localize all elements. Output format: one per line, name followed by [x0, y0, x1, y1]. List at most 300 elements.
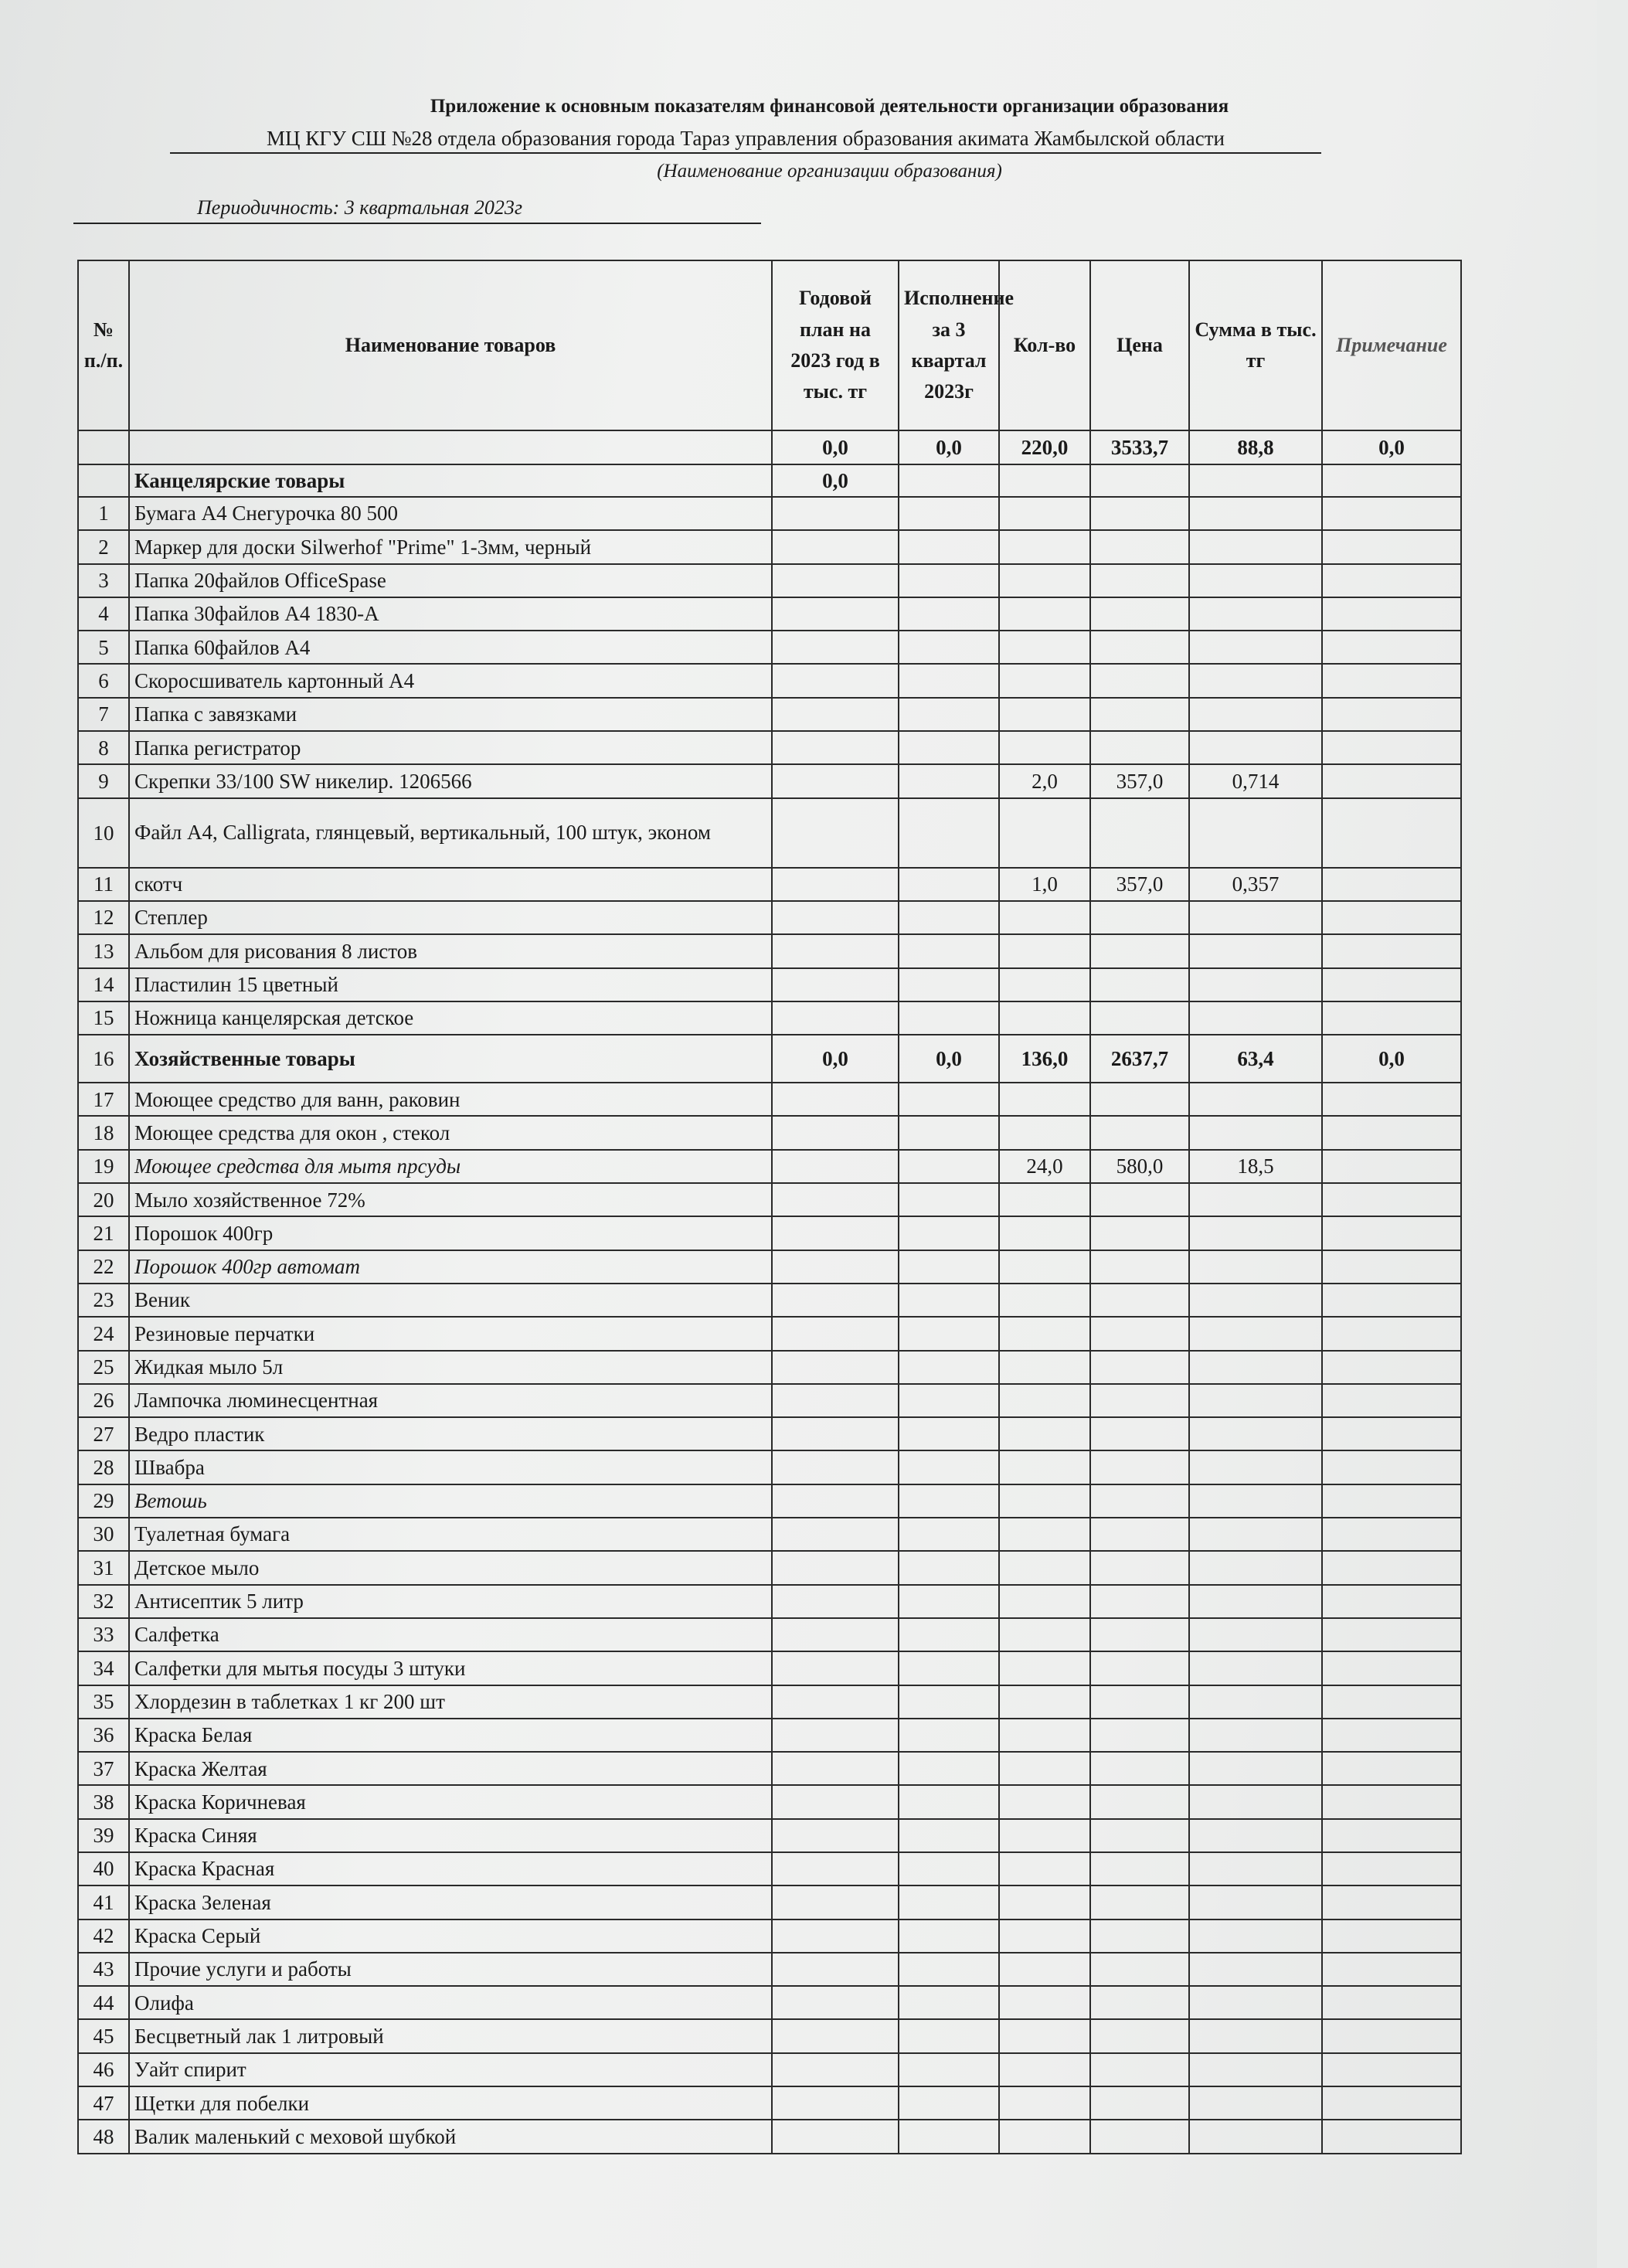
cell-exec — [899, 1484, 999, 1518]
cell-exec — [899, 1986, 999, 2019]
cell-num: 10 — [78, 798, 129, 868]
cell-price — [1090, 1116, 1189, 1149]
cell-note — [1322, 1618, 1461, 1651]
cell-num: 28 — [78, 1450, 129, 1484]
cell-plan — [772, 1719, 899, 1752]
cell-name: Щетки для побелки — [129, 2086, 772, 2120]
total-qty: 220,0 — [999, 430, 1090, 464]
col-header-name: Наименование товаров — [129, 260, 772, 430]
cell-note — [1322, 2053, 1461, 2086]
cell-name: Веник — [129, 1284, 772, 1317]
cell-num: 11 — [78, 868, 129, 901]
cell-price — [1090, 968, 1189, 1001]
cell-num: 30 — [78, 1518, 129, 1551]
cell-qty — [999, 1852, 1090, 1885]
cell-plan — [772, 1585, 899, 1618]
cell-sum — [1189, 1484, 1322, 1518]
cell-name: Краска Синяя — [129, 1819, 772, 1852]
cell-sum — [1189, 1585, 1322, 1618]
cell-sum — [1189, 1351, 1322, 1384]
cell-name: Олифа — [129, 1986, 772, 2019]
cell-sum — [1189, 2120, 1322, 2153]
cell-qty — [999, 731, 1090, 764]
cell-note — [1322, 1752, 1461, 1785]
cell-price — [1090, 1384, 1189, 1417]
cell-exec — [899, 698, 999, 731]
cell-exec — [899, 1116, 999, 1149]
cell-price — [1090, 2086, 1189, 2120]
cell-sum — [1189, 1986, 1322, 2019]
total-name — [129, 430, 772, 464]
cell-sum — [1189, 1317, 1322, 1350]
cell-plan — [772, 2086, 899, 2120]
cell-note — [1322, 564, 1461, 597]
table-row — [78, 1216, 1461, 1250]
cell-qty — [999, 664, 1090, 697]
cell-num: 17 — [78, 1083, 129, 1116]
table-row — [78, 530, 1461, 563]
cell-qty — [999, 2120, 1090, 2153]
table-row — [78, 1551, 1461, 1584]
cell-plan — [772, 1116, 899, 1149]
cell-plan — [772, 1150, 899, 1183]
cell-sum — [1189, 1618, 1322, 1651]
cell-price — [1090, 1919, 1189, 1953]
cell-qty — [999, 1651, 1090, 1685]
table-row — [78, 1585, 1461, 1618]
cell-exec — [899, 798, 999, 868]
cell-plan — [772, 1450, 899, 1484]
table-row — [78, 1250, 1461, 1284]
cell-exec — [899, 1183, 999, 1216]
col-header-exec: Исполнение за 3 квартал 2023г — [899, 260, 999, 430]
cell-name: Моющее средства для окон , стекол — [129, 1116, 772, 1149]
table-row — [78, 1752, 1461, 1785]
cell-qty — [999, 631, 1090, 664]
cell-price — [1090, 1651, 1189, 1685]
cell-name: Ведро пластик — [129, 1417, 772, 1450]
cell-note — [1322, 901, 1461, 934]
cell-exec — [899, 901, 999, 934]
cell-name: Скоросшиватель картонный А4 — [129, 664, 772, 697]
cell-exec — [899, 1585, 999, 1618]
cell-note — [1322, 1183, 1461, 1216]
cell-note — [1322, 1001, 1461, 1035]
table-row — [78, 934, 1461, 967]
cell-plan — [772, 1384, 899, 1417]
cell-qty — [999, 1083, 1090, 1116]
cell-plan — [772, 1885, 899, 1919]
cell-price — [1090, 1819, 1189, 1852]
cell-exec — [899, 2053, 999, 2086]
document-title: Приложение к основным показателям финансовой деятельности организации образования — [430, 96, 1229, 117]
table-row — [78, 1518, 1461, 1551]
table-row — [78, 1953, 1461, 1986]
col-header-sum: Сумма в тыс. тг — [1189, 260, 1322, 430]
cell-exec — [899, 1819, 999, 1852]
cell-num: 23 — [78, 1284, 129, 1317]
cell-sum — [1189, 1518, 1322, 1551]
cell-price — [1090, 497, 1189, 530]
cell-sum — [1189, 1216, 1322, 1250]
cell-exec — [899, 731, 999, 764]
cell-num: 43 — [78, 1953, 129, 1986]
cell-name: Уайт спирит — [129, 2053, 772, 2086]
cell-name: Антисептик 5 литр — [129, 1585, 772, 1618]
cell-num: 14 — [78, 968, 129, 1001]
cell-qty — [999, 1785, 1090, 1818]
cell-qty — [999, 1618, 1090, 1651]
cell-price — [1090, 1351, 1189, 1384]
cell-price — [1090, 1216, 1189, 1250]
cell-name: Краска Красная — [129, 1852, 772, 1885]
table-row — [78, 497, 1461, 530]
cell-qty — [999, 1216, 1090, 1250]
cell-note — [1322, 1083, 1461, 1116]
cell-price — [1090, 1852, 1189, 1885]
cell-name: Папка регистратор — [129, 731, 772, 764]
cell-num: 46 — [78, 2053, 129, 2086]
cell-name: Порошок 400гр — [129, 1216, 772, 1250]
cell-qty — [999, 464, 1090, 497]
cell-qty — [999, 1885, 1090, 1919]
cell-sum — [1189, 1250, 1322, 1284]
total-exec: 0,0 — [899, 430, 999, 464]
cell-qty — [999, 1484, 1090, 1518]
cell-name: Краска Серый — [129, 1919, 772, 1953]
cell-note — [1322, 2019, 1461, 2052]
cell-sum — [1189, 1919, 1322, 1953]
cell-note — [1322, 1450, 1461, 1484]
cell-note — [1322, 731, 1461, 764]
cell-qty — [999, 2086, 1090, 2120]
cell-note: 0,0 — [1322, 1035, 1461, 1083]
table-row — [78, 1651, 1461, 1685]
table-row — [78, 1083, 1461, 1116]
cell-note — [1322, 764, 1461, 797]
goods-table — [77, 260, 1462, 2154]
cell-num: 12 — [78, 901, 129, 934]
table-row — [78, 868, 1461, 901]
cell-exec — [899, 1719, 999, 1752]
cell-sum — [1189, 1417, 1322, 1450]
cell-exec — [899, 664, 999, 697]
cell-sum: 63,4 — [1189, 1035, 1322, 1083]
cell-num: 7 — [78, 698, 129, 731]
table-row — [78, 664, 1461, 697]
cell-qty — [999, 798, 1090, 868]
cell-plan — [772, 1953, 899, 1986]
cell-exec — [899, 1317, 999, 1350]
cell-price — [1090, 1752, 1189, 1785]
cell-plan — [772, 2120, 899, 2153]
cell-num: 1 — [78, 497, 129, 530]
cell-name: Мыло хозяйственное 72% — [129, 1183, 772, 1216]
cell-price — [1090, 1986, 1189, 2019]
cell-qty — [999, 2053, 1090, 2086]
cell-price — [1090, 1685, 1189, 1719]
cell-qty — [999, 1250, 1090, 1284]
cell-sum — [1189, 1183, 1322, 1216]
cell-qty — [999, 1986, 1090, 2019]
cell-sum — [1189, 1685, 1322, 1719]
cell-qty — [999, 1719, 1090, 1752]
cell-name: Канцелярские товары — [129, 464, 772, 497]
cell-plan — [772, 1651, 899, 1685]
cell-plan — [772, 764, 899, 797]
col-header-note: Примечание — [1322, 260, 1461, 430]
cell-num: 37 — [78, 1752, 129, 1785]
cell-plan — [772, 968, 899, 1001]
cell-note — [1322, 1819, 1461, 1852]
cell-name: Папка 30файлов А4 1830-А — [129, 597, 772, 631]
cell-note — [1322, 1417, 1461, 1450]
cell-sum — [1189, 1384, 1322, 1417]
cell-exec — [899, 631, 999, 664]
table-row — [78, 1384, 1461, 1417]
cell-num: 44 — [78, 1986, 129, 2019]
cell-price — [1090, 731, 1189, 764]
cell-sum: 18,5 — [1189, 1150, 1322, 1183]
cell-qty — [999, 1752, 1090, 1785]
cell-plan — [772, 1250, 899, 1284]
cell-num: 40 — [78, 1852, 129, 1885]
cell-note — [1322, 1953, 1461, 1986]
cell-exec: 0,0 — [899, 1035, 999, 1083]
cell-qty — [999, 2019, 1090, 2052]
col-header-qty: Кол-во — [999, 260, 1090, 430]
cell-price: 357,0 — [1090, 764, 1189, 797]
cell-price — [1090, 2120, 1189, 2153]
cell-qty — [999, 968, 1090, 1001]
cell-num: 33 — [78, 1618, 129, 1651]
cell-plan — [772, 1083, 899, 1116]
col-header-num: № п./п. — [78, 260, 129, 430]
cell-exec — [899, 968, 999, 1001]
cell-note — [1322, 2120, 1461, 2153]
cell-exec — [899, 1885, 999, 1919]
cell-qty — [999, 1685, 1090, 1719]
cell-plan — [772, 597, 899, 631]
cell-name: Папка 60файлов А4 — [129, 631, 772, 664]
cell-qty — [999, 1284, 1090, 1317]
col-header-price: Цена — [1090, 260, 1189, 430]
cell-plan: 0,0 — [772, 1035, 899, 1083]
cell-exec — [899, 564, 999, 597]
cell-sum — [1189, 1819, 1322, 1852]
cell-exec — [899, 1852, 999, 1885]
cell-name: Бесцветный лак 1 литровый — [129, 2019, 772, 2052]
cell-name: Резиновые перчатки — [129, 1317, 772, 1350]
cell-plan — [772, 1551, 899, 1584]
cell-price: 2637,7 — [1090, 1035, 1189, 1083]
cell-num: 20 — [78, 1183, 129, 1216]
cell-price — [1090, 2053, 1189, 2086]
cell-num: 34 — [78, 1651, 129, 1685]
cell-sum — [1189, 731, 1322, 764]
cell-note — [1322, 1518, 1461, 1551]
cell-price — [1090, 530, 1189, 563]
cell-exec — [899, 1551, 999, 1584]
cell-note — [1322, 1585, 1461, 1618]
cell-name: Альбом для рисования 8 листов — [129, 934, 772, 967]
cell-plan — [772, 1317, 899, 1350]
cell-price — [1090, 698, 1189, 731]
cell-plan — [772, 1852, 899, 1885]
cell-name: Маркер для доски Silwerhof "Prime" 1-3мм, черный — [129, 530, 772, 563]
cell-exec — [899, 1953, 999, 1986]
table-row — [78, 1685, 1461, 1719]
total-note: 0,0 — [1322, 430, 1461, 464]
cell-name: Краска Зеленая — [129, 1885, 772, 1919]
cell-price — [1090, 1284, 1189, 1317]
cell-num: 29 — [78, 1484, 129, 1518]
cell-qty: 24,0 — [999, 1150, 1090, 1183]
cell-num: 8 — [78, 731, 129, 764]
cell-note — [1322, 664, 1461, 697]
cell-num: 41 — [78, 1885, 129, 1919]
cell-sum — [1189, 934, 1322, 967]
organization-caption: (Наименование организации образования) — [657, 161, 1002, 182]
cell-qty — [999, 1116, 1090, 1149]
table-row — [78, 1986, 1461, 2019]
cell-price — [1090, 1001, 1189, 1035]
cell-name: Краска Коричневая — [129, 1785, 772, 1818]
total-price: 3533,7 — [1090, 430, 1189, 464]
cell-exec — [899, 464, 999, 497]
cell-num: 16 — [78, 1035, 129, 1083]
cell-note — [1322, 631, 1461, 664]
cell-plan — [772, 1518, 899, 1551]
cell-num — [78, 464, 129, 497]
cell-note — [1322, 798, 1461, 868]
cell-num: 5 — [78, 631, 129, 664]
cell-num: 19 — [78, 1150, 129, 1183]
cell-price — [1090, 1250, 1189, 1284]
cell-plan — [772, 1752, 899, 1785]
cell-note — [1322, 698, 1461, 731]
cell-price — [1090, 1083, 1189, 1116]
cell-exec — [899, 497, 999, 530]
cell-plan — [772, 1919, 899, 1953]
cell-qty — [999, 934, 1090, 967]
cell-qty — [999, 1450, 1090, 1484]
cell-num: 18 — [78, 1116, 129, 1149]
table-row — [78, 1785, 1461, 1818]
cell-exec — [899, 2086, 999, 2120]
cell-note — [1322, 530, 1461, 563]
cell-plan — [772, 2019, 899, 2052]
cell-plan: 0,0 — [772, 464, 899, 497]
cell-exec — [899, 1150, 999, 1183]
cell-name: Жидкая мыло 5л — [129, 1351, 772, 1384]
cell-num: 45 — [78, 2019, 129, 2052]
cell-plan — [772, 664, 899, 697]
cell-price — [1090, 664, 1189, 697]
cell-num: 6 — [78, 664, 129, 697]
cell-name: Прочие услуги и работы — [129, 1953, 772, 1986]
cell-plan — [772, 1819, 899, 1852]
cell-num: 24 — [78, 1317, 129, 1350]
cell-qty — [999, 698, 1090, 731]
cell-qty — [999, 497, 1090, 530]
cell-price — [1090, 1317, 1189, 1350]
cell-num: 27 — [78, 1417, 129, 1450]
period-text: Периодичность: 3 квартальная 2023г — [197, 196, 523, 219]
cell-num: 3 — [78, 564, 129, 597]
cell-plan — [772, 1001, 899, 1035]
cell-sum — [1189, 1551, 1322, 1584]
cell-sum — [1189, 1450, 1322, 1484]
cell-num: 21 — [78, 1216, 129, 1250]
cell-plan — [772, 2053, 899, 2086]
cell-price — [1090, 464, 1189, 497]
cell-name: Ветошь — [129, 1484, 772, 1518]
cell-plan — [772, 1618, 899, 1651]
cell-num: 2 — [78, 530, 129, 563]
table-row — [78, 1618, 1461, 1651]
cell-sum — [1189, 1116, 1322, 1149]
cell-num: 25 — [78, 1351, 129, 1384]
cell-name: Пластилин 15 цветный — [129, 968, 772, 1001]
cell-price — [1090, 1618, 1189, 1651]
cell-sum — [1189, 464, 1322, 497]
cell-note — [1322, 934, 1461, 967]
cell-note — [1322, 464, 1461, 497]
cell-note — [1322, 1719, 1461, 1752]
cell-exec — [899, 1384, 999, 1417]
cell-qty — [999, 1001, 1090, 1035]
cell-price — [1090, 901, 1189, 934]
cell-num: 31 — [78, 1551, 129, 1584]
cell-name: Файл А4, Calligrata, глянцевый, вертикальный, 100 штук, эконом — [129, 798, 772, 868]
cell-note — [1322, 1919, 1461, 1953]
table-row — [78, 1852, 1461, 1885]
cell-num: 26 — [78, 1384, 129, 1417]
cell-sum — [1189, 1852, 1322, 1885]
cell-sum — [1189, 564, 1322, 597]
cell-name: Скрепки 33/100 SW никелир. 1206566 — [129, 764, 772, 797]
cell-plan — [772, 1685, 899, 1719]
cell-qty — [999, 1417, 1090, 1450]
cell-price — [1090, 1417, 1189, 1450]
cell-sum — [1189, 1885, 1322, 1919]
table-row — [78, 2019, 1461, 2052]
cell-note — [1322, 1785, 1461, 1818]
cell-exec — [899, 1785, 999, 1818]
cell-price: 357,0 — [1090, 868, 1189, 901]
cell-name: Моющее средство для ванн, раковин — [129, 1083, 772, 1116]
table-row — [78, 1150, 1461, 1183]
period-line — [73, 196, 761, 224]
cell-exec — [899, 1450, 999, 1484]
cell-name: Моющее средства для мытя прсуды — [129, 1150, 772, 1183]
cell-plan — [772, 1183, 899, 1216]
table-row — [78, 1001, 1461, 1035]
cell-note — [1322, 1351, 1461, 1384]
cell-price — [1090, 1518, 1189, 1551]
cell-name: Ножница канцелярская детское — [129, 1001, 772, 1035]
cell-price: 580,0 — [1090, 1150, 1189, 1183]
cell-exec — [899, 1651, 999, 1685]
table-row — [78, 597, 1461, 631]
table-row — [78, 631, 1461, 664]
cell-name: Папка с завязками — [129, 698, 772, 731]
table-row — [78, 2053, 1461, 2086]
cell-qty: 2,0 — [999, 764, 1090, 797]
cell-price — [1090, 1484, 1189, 1518]
cell-note — [1322, 1384, 1461, 1417]
